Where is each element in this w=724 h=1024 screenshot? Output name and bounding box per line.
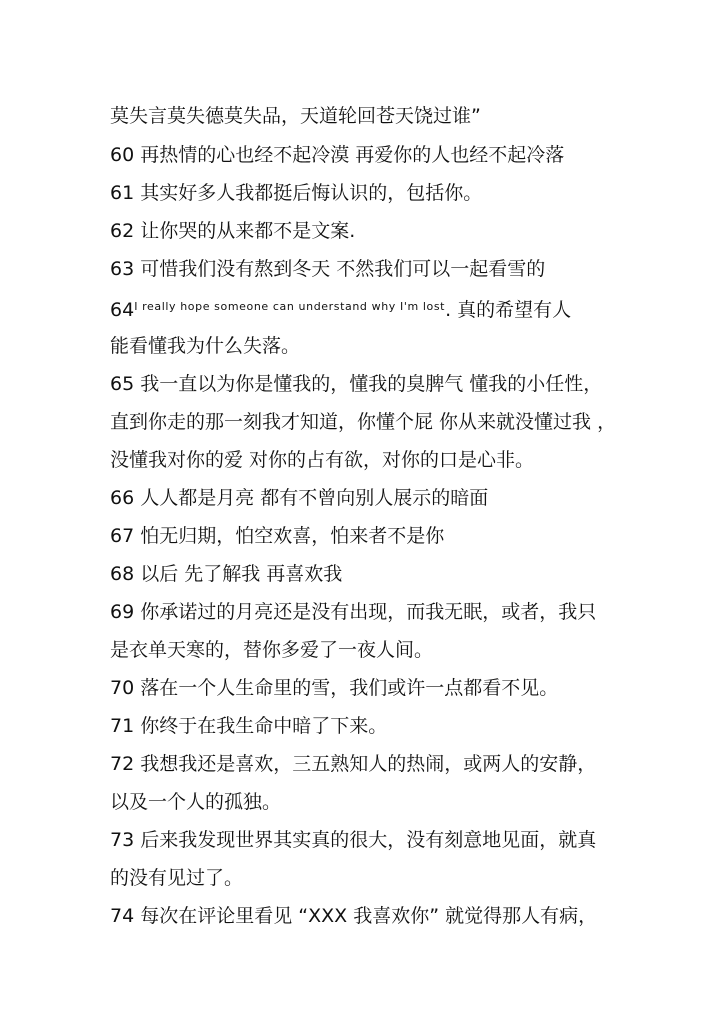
line-number: 64 <box>110 299 135 321</box>
text-line: 63 可惜我们没有熬到冬天 不然我们可以一起看雪的 <box>110 258 546 280</box>
text-line: 是衣单天寒的，替你多爱了一夜人间。 <box>110 639 434 661</box>
text-line: 74 每次在评论里看见 “XXX 我喜欢你” 就觉得那人有病， <box>110 905 598 927</box>
text-line: 62 让你哭的从来都不是文案. <box>110 220 356 242</box>
text-line: 71 你终于在我生命中暗了下来。 <box>110 715 388 737</box>
text-line: 69 你承诺过的月亮还是没有出现，而我无眠，或者，我只 <box>110 601 597 623</box>
line-suffix: . 真的希望有人 <box>445 299 572 321</box>
text-line: 莫失言莫失德莫失品，天道轮回苍天饶过谁” <box>110 105 481 127</box>
text-line: 66 人人都是月亮 都有不曾向别人展示的暗面 <box>110 487 489 509</box>
text-line: 67 怕无归期，怕空欢喜，怕来者不是你 <box>110 525 445 547</box>
text-line: 70 落在一个人生命里的雪，我们或许一点都看不见。 <box>110 677 559 699</box>
text-line: 以及一个人的孤独。 <box>110 791 282 813</box>
english-phrase: I really hope someone can understand why I'm lost <box>134 300 446 313</box>
text-line: 68 以后 先了解我 再喜欢我 <box>110 563 343 585</box>
text-line: 72 我想我还是喜欢，三五熟知人的热闹，或两人的安静， <box>110 753 597 775</box>
text-line: 没懂我对你的爱 对你的占有欲，对你的口是心非。 <box>110 449 535 471</box>
text-line: 直到你走的那一刻我才知道，你懂个屁 你从来就没懂过我 ， <box>110 411 617 433</box>
text-line-mixed <box>110 295 571 322</box>
text-line: 73 后来我发现世界其实真的很大，没有刻意地见面，就真 <box>110 829 597 851</box>
text-line: 能看懂我为什么失落。 <box>110 335 301 357</box>
text-line: 65 我一直以为你是懂我的，懂我的臭脾气 懂我的小任性， <box>110 373 603 395</box>
text-line: 61 其实好多人我都挺后悔认识的，包括你。 <box>110 182 483 204</box>
text-line: 的没有见过了。 <box>110 867 244 889</box>
text-line: 60 再热情的心也经不起冷漠 再爱你的人也经不起冷落 <box>110 144 565 166</box>
